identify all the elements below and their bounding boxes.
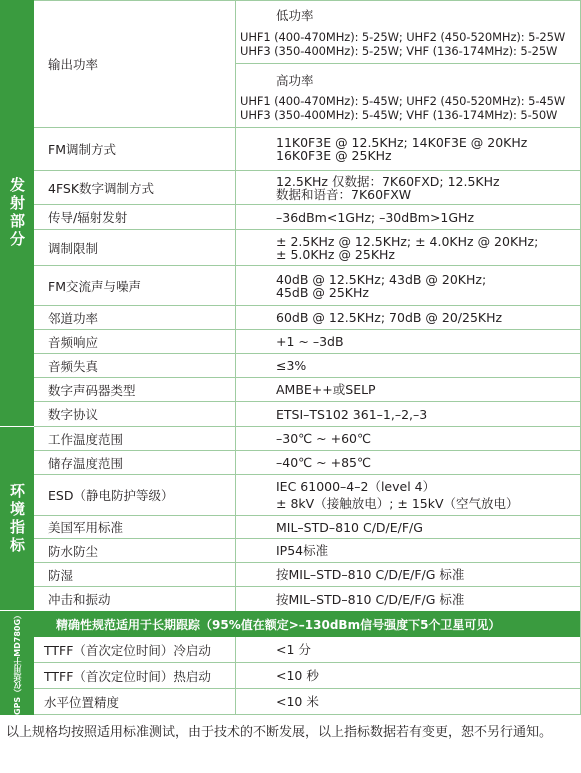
value-line: 按MIL–STD–810 C/D/E/F/G 标准 — [276, 567, 465, 582]
row-shock-vibration — [34, 587, 581, 611]
low-power-line: UHF3 (350-400MHz): 5-25W; VHF (136-174MHz): 5-25W — [240, 44, 558, 58]
value-line: AMBE++或SELP — [276, 382, 376, 397]
value-line: <10 秒 — [276, 668, 319, 683]
value-line: 60dB @ 12.5KHz; 70dB @ 20/25KHz — [276, 310, 503, 325]
row-conducted-emission — [34, 205, 581, 230]
row-label: 邻道功率 — [34, 306, 236, 329]
high-power-title: 高功率 — [276, 73, 314, 88]
row-label: TTFF（首次定位时间）热启动 — [34, 663, 236, 688]
value-line: ETSI–TS102 361–1,–2,–3 — [276, 406, 428, 422]
row-label: 传导/辐射发射 — [34, 205, 236, 229]
row-operating-temp — [34, 427, 581, 451]
row-esd — [34, 475, 581, 516]
row-value — [236, 330, 581, 353]
row-label: 4FSK数字调制方式 — [34, 171, 236, 204]
footer-note: 以上规格均按照适用标准测试，由于技术的不断发展，以上指标数据若有变更，恕不另行通知。 — [6, 725, 553, 740]
row-value — [236, 402, 581, 426]
row-label: 美国军用标准 — [34, 516, 236, 538]
row-label: FM调制方式 — [34, 128, 236, 170]
row-value — [236, 128, 581, 170]
row-value — [236, 475, 581, 515]
section-gps — [0, 611, 34, 715]
low-power-title: 低功率 — [276, 8, 314, 23]
row-label: 调制限制 — [34, 230, 236, 265]
value-line: MIL–STD–810 C/D/E/F/G — [276, 519, 423, 535]
section-environment-label: 环境指标 — [8, 482, 26, 555]
row-value — [236, 230, 581, 265]
row-label: 储存温度范围 — [34, 451, 236, 474]
row-label: 工作温度范围 — [34, 427, 236, 450]
row-label: FM交流声与噪声 — [34, 266, 236, 305]
value-line: ± 5.0KHz @ 25KHz — [276, 246, 395, 262]
high-power-line: UHF1 (400-470MHz): 5-45W; UHF2 (450-520MHz): 5-45W — [240, 94, 566, 108]
row-value — [236, 0, 581, 127]
row-4fsk-modulation — [34, 171, 581, 205]
value-line: IEC 61000–4–2（level 4） — [276, 479, 436, 494]
value-line: ≤3% — [276, 358, 307, 373]
row-value — [236, 266, 581, 305]
row-humidity — [34, 563, 581, 587]
row-value — [236, 378, 581, 401]
section-transmit — [0, 0, 34, 427]
row-label: 数字协议 — [34, 402, 236, 426]
section-transmit-label: 发射部分 — [8, 177, 26, 249]
row-label: 防水防尘 — [34, 539, 236, 562]
gps-accuracy-header: 精确性规范适用于长期跟踪（95%值在额定>–130dBm信号强度下5个卫星可见） — [34, 611, 581, 637]
row-value — [236, 587, 581, 611]
section-gps-label: GPS（仅适用于MD780G） — [12, 610, 22, 715]
row-value — [236, 663, 581, 688]
value-line: ± 8kV（接触放电）; ± 15kV（空气放电） — [276, 496, 519, 511]
row-value — [236, 306, 581, 329]
row-storage-temp — [34, 451, 581, 475]
value-line: 40dB @ 12.5KHz; 43dB @ 20KHz; — [276, 271, 487, 287]
value-line: <10 米 — [276, 694, 319, 709]
row-label: 水平位置精度 — [34, 689, 236, 714]
row-value — [236, 205, 581, 229]
row-value — [236, 354, 581, 377]
value-line: IP54标准 — [276, 543, 329, 558]
row-military-standard — [34, 516, 581, 539]
value-line: 16K0F3E @ 25KHz — [276, 148, 392, 163]
table-top-border — [34, 0, 581, 1]
value-line: 45dB @ 25KHz — [276, 284, 369, 300]
row-label: 防湿 — [34, 563, 236, 586]
value-line: 按MIL–STD–810 C/D/E/F/G 标准 — [276, 591, 465, 607]
row-label: 音频响应 — [34, 330, 236, 353]
row-ttff-hot — [34, 663, 581, 689]
value-line: 数据和语音：7K60FXW — [276, 186, 412, 202]
value-line: +1 ~ –3dB — [276, 334, 344, 349]
row-value — [236, 689, 581, 714]
value-line: 12.5KHz 仅数据：7K60FXD; 12.5KHz — [276, 173, 500, 189]
row-label: 音频失真 — [34, 354, 236, 377]
value-line: <1 分 — [276, 642, 311, 657]
row-label: 输出功率 — [34, 0, 236, 127]
row-waterproof — [34, 539, 581, 563]
value-line: –30℃ ~ +60℃ — [276, 431, 372, 446]
row-ttff-cold — [34, 637, 581, 663]
row-modulation-limit — [34, 230, 581, 266]
row-vocoder — [34, 378, 581, 402]
row-audio-response — [34, 330, 581, 354]
row-label: 冲击和振动 — [34, 587, 236, 611]
row-value — [236, 563, 581, 586]
value-line: 11K0F3E @ 12.5KHz; 14K0F3E @ 20KHz — [276, 135, 528, 150]
row-label: TTFF（首次定位时间）冷启动 — [34, 637, 236, 662]
row-value — [236, 427, 581, 450]
row-value — [236, 539, 581, 562]
row-label: ESD（静电防护等级） — [34, 475, 236, 515]
row-output-power — [34, 0, 581, 128]
row-digital-protocol — [34, 402, 581, 427]
high-power-line: UHF3 (350-400MHz): 5-45W; VHF (136-174MHz): 5-50W — [240, 108, 558, 122]
row-value — [236, 171, 581, 204]
row-audio-distortion — [34, 354, 581, 378]
row-fm-modulation — [34, 128, 581, 171]
row-value — [236, 516, 581, 538]
value-line: –40℃ ~ +85℃ — [276, 455, 372, 470]
value-line: ± 2.5KHz @ 12.5KHz; ± 4.0KHz @ 20KHz; — [276, 233, 539, 249]
section-environment — [0, 427, 34, 611]
row-adjacent-power — [34, 306, 581, 330]
row-value — [236, 637, 581, 662]
row-value — [236, 451, 581, 474]
row-horizontal-accuracy — [34, 689, 581, 715]
value-line: –36dBm<1GHz; –30dBm>1GHz — [276, 209, 475, 225]
row-fm-hum-noise — [34, 266, 581, 306]
low-power-line: UHF1 (400-470MHz): 5-25W; UHF2 (450-520MHz): 5-25W — [240, 30, 566, 44]
row-label: 数字声码器类型 — [34, 378, 236, 401]
